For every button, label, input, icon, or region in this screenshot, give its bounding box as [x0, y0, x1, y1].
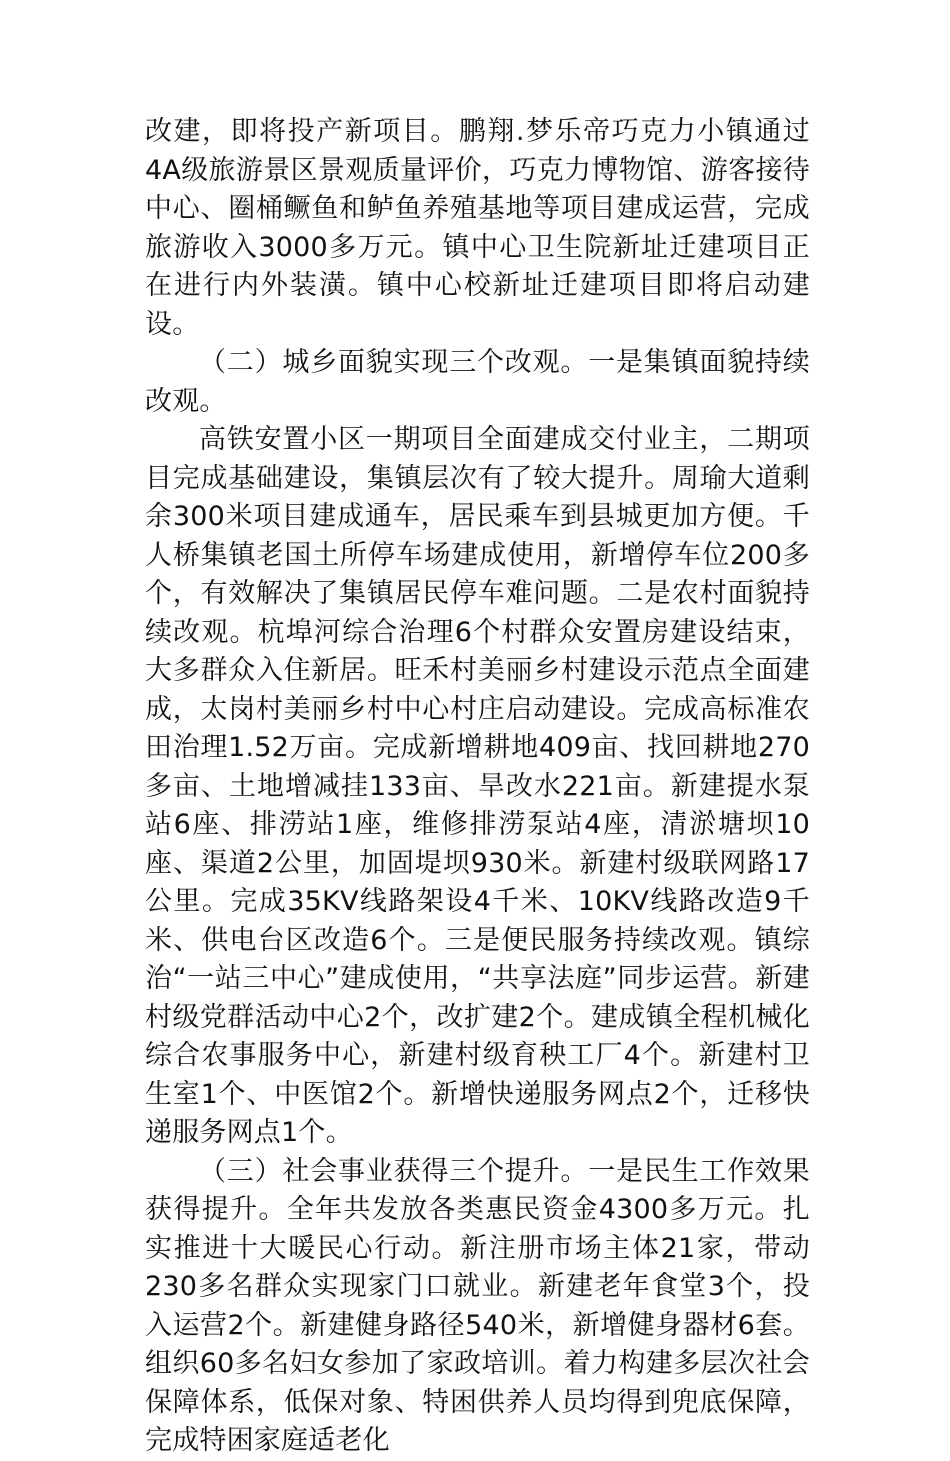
paragraph-3: 高铁安置小区一期项目全面建成交付业主，二期项目完成基础建设，集镇层次有了较大提升。周瑜大道剩余300米项目建成通车，居民乘车到县城更加方便。千人桥集镇老国土所停车场建成使用，新增停车位200多个，有效解决了集镇居民停车难问题。二是农村面貌持续改观。杭埠河综合治理6个村群众安置房建设结束，大多群众入住新居。旺禾村美丽乡村建设示范点全面建成，太岗村美丽乡村中心村庄启动建设。完成高标准农田治理1.52万亩。完成新增耕地409亩、找回耕地270多亩、土地增减挂133亩、旱改水221亩。新建提水泵站6座、排涝站1座，维修排涝泵站4座，清淤塘坝10座、渠道2公里，加固堤坝930米。新建村级联网路17公里。完成35KV线路架设4千米、10KV线路改造9千米、供电台区改造6个。三是便民服务持续改观。镇综治“一站三中心”建成使用，“共享法庭”同步运营。新建村级党群活动中心2个，改扩建2个。建成镇全程机械化综合农事服务中心，新建村级育秧工厂4个。新建村卫生室1个、中医馆2个。新增快递服务网点2个，迁移快递服务网点1个。 [145, 424, 810, 1148]
paragraph-2: （二）城乡面貌实现三个改观。一是集镇面貌持续改观。 [145, 347, 810, 417]
document-body [145, 113, 810, 1461]
paragraph-4: （三）社会事业获得三个提升。一是民生工作效果获得提升。全年共发放各类惠民资金4300多万元。扎实推进十大暖民心行动。新注册市场主体21家，带动230多名群众实现家门口就业。新建老年食堂3个，投入运营2个。新建健身路径540米，新增健身器材6套。组织60多名妇女参加了家政培训。着力构建多层次社会保障体系，低保对象、特困供养人员均得到兜底保障，完成特困家庭适老化 [145, 1155, 810, 1456]
paragraph-1: 改建，即将投产新项目。鹏翔.梦乐帝巧克力小镇通过4A级旅游景区景观质量评价，巧克力博物馆、游客接待中心、圈桶鳜鱼和鲈鱼养殖基地等项目建成运营，完成旅游收入3000多万元。镇中心卫生院新址迁建项目正在进行内外装潢。镇中心校新址迁建项目即将启动建设。 [145, 116, 810, 340]
